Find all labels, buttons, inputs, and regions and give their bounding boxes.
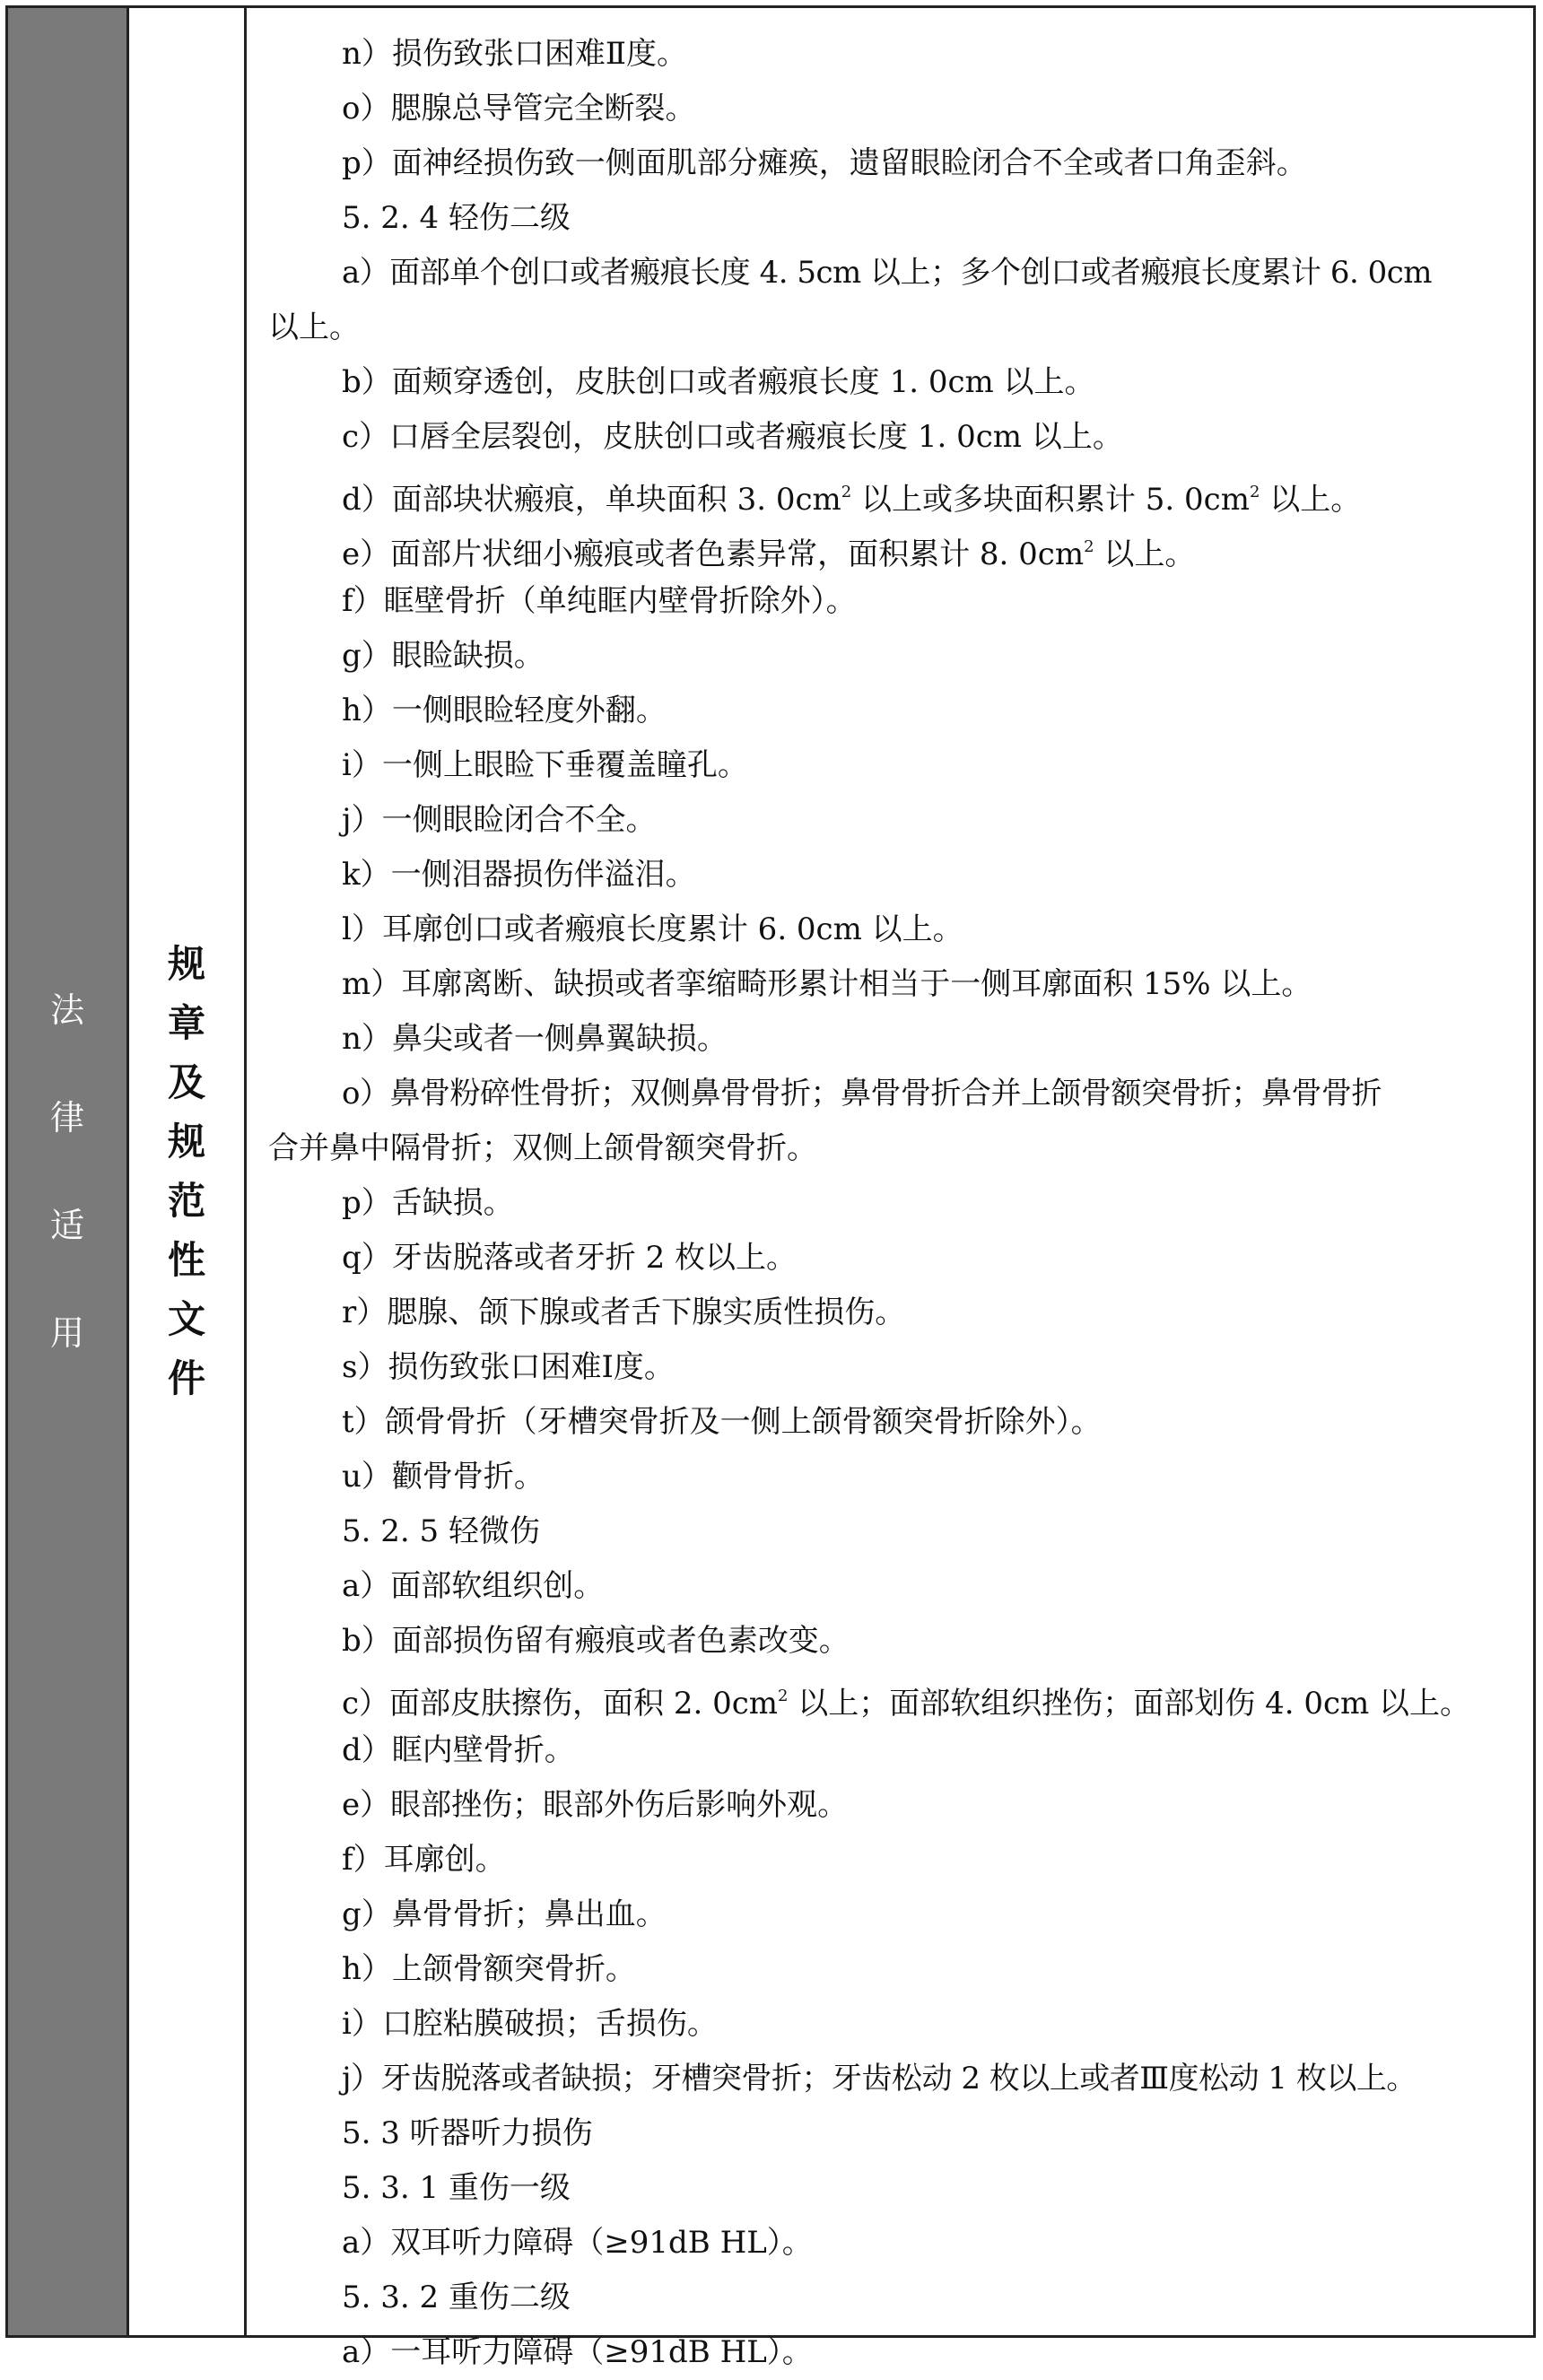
subcategory-char: 规 <box>167 1120 205 1164</box>
subcategory-char: 及 <box>167 1060 205 1104</box>
text-segment: c）面部皮肤擦伤，面积 2. 0cm <box>342 1686 779 1722</box>
text-line: g）眼睑缺损。 <box>342 638 545 674</box>
subcategory-column <box>129 8 247 2335</box>
text-line: t）颌骨骨折（牙槽突骨折及一侧上颌骨额突骨折除外）。 <box>342 1404 1102 1440</box>
text-line: h）一侧眼睑轻度外翻。 <box>342 693 667 728</box>
subcategory-char: 文 <box>167 1297 205 1341</box>
category-char: 用 <box>49 1313 84 1353</box>
category-column <box>8 8 129 2335</box>
text-line: c）口唇全层裂创，皮肤创口或者瘢痕长度 1. 0cm 以上。 <box>342 419 1123 455</box>
text-line: 合并鼻中隔骨折；双侧上颌骨额突骨折。 <box>268 1130 817 1166</box>
text-line: b）面部损伤留有瘢痕或者色素改变。 <box>342 1623 850 1659</box>
subcategory-char: 规 <box>167 942 205 986</box>
content-column <box>247 8 1533 2370</box>
text-line: q）牙齿脱落或者牙折 2 枚以上。 <box>342 1240 798 1276</box>
superscript: 2 <box>841 483 852 501</box>
text-line: a）面部单个创口或者瘢痕长度 4. 5cm 以上；多个创口或者瘢痕长度累计 6. 0cm <box>342 255 1433 291</box>
superscript: 2 <box>778 1687 789 1705</box>
text-line: g）鼻骨骨折；鼻出血。 <box>342 1896 667 1932</box>
text-line: m）耳廓离断、缺损或者挛缩畸形累计相当于一侧耳廓面积 15% 以上。 <box>342 966 1312 1002</box>
category-char: 适 <box>49 1206 84 1245</box>
text-line: l）耳廓创口或者瘢痕长度累计 6. 0cm 以上。 <box>342 911 963 947</box>
text-line: b）面颊穿透创，皮肤创口或者瘢痕长度 1. 0cm 以上。 <box>342 364 1095 400</box>
text-line: r）腮腺、颌下腺或者舌下腺实质性损伤。 <box>342 1295 906 1330</box>
text-segment: 以上；面部软组织挫伤；面部划伤 4. 0cm 以上。 <box>788 1686 1471 1722</box>
document-table <box>5 5 1536 2370</box>
text-line: h）上颌骨额突骨折。 <box>342 1951 636 1987</box>
section-heading: 5. 3. 1 重伤一级 <box>342 2170 571 2206</box>
text-line <box>268 1669 1513 1723</box>
text-line: n）鼻尖或者一侧鼻翼缺损。 <box>342 1021 728 1057</box>
section-heading: 5. 2. 5 轻微伤 <box>342 1513 540 1549</box>
superscript: 2 <box>1249 483 1260 501</box>
subcategory-char: 范 <box>167 1179 205 1223</box>
text-segment: 以上或多块面积累计 5. 0cm <box>851 482 1250 518</box>
section-heading: 5. 2. 4 轻伤二级 <box>342 200 571 236</box>
text-line: u）颧骨骨折。 <box>342 1459 545 1495</box>
text-segment: d）面部块状瘢痕，单块面积 3. 0cm <box>342 482 841 518</box>
text-line: i）口腔粘膜破损；舌损伤。 <box>342 2006 718 2042</box>
text-line: n）损伤致张口困难Ⅱ度。 <box>342 36 688 72</box>
text-line: i）一侧上眼睑下垂覆盖瞳孔。 <box>342 747 748 783</box>
text-line: j）一侧眼睑闭合不全。 <box>342 802 657 838</box>
text-line: o）腮腺总导管完全断裂。 <box>342 91 696 126</box>
superscript: 2 <box>1084 537 1094 556</box>
text-segment: 以上。 <box>1260 482 1362 518</box>
text-line: d）眶内壁骨折。 <box>342 1732 575 1768</box>
text-line: a）一耳听力障碍（≥91dB HL）。 <box>342 2334 813 2370</box>
category-char: 律 <box>49 1098 84 1138</box>
category-char: 法 <box>49 990 84 1030</box>
text-line: a）双耳听力障碍（≥91dB HL）。 <box>342 2225 813 2261</box>
text-line: p）舌缺损。 <box>342 1185 514 1221</box>
section-heading: 5. 3. 2 重伤二级 <box>342 2280 571 2315</box>
text-line: p）面神经损伤致一侧面肌部分瘫痪，遗留眼睑闭合不全或者口角歪斜。 <box>342 145 1307 181</box>
text-line: o）鼻骨粉碎性骨折；双侧鼻骨骨折；鼻骨骨折合并上颌骨额突骨折；鼻骨骨折 <box>342 1076 1382 1112</box>
text-line: s）损伤致张口困难Ⅰ度。 <box>342 1349 675 1385</box>
text-line: k）一侧泪器损伤伴溢泪。 <box>342 857 696 893</box>
text-line: 以上。 <box>268 309 360 345</box>
text-line: f）眶壁骨折（单纯眶内壁骨折除外）。 <box>342 583 857 619</box>
subcategory-char: 性 <box>167 1238 205 1282</box>
text-line <box>268 519 1513 574</box>
text-line: e）眼部挫伤；眼部外伤后影响外观。 <box>342 1787 849 1823</box>
text-segment: 以上。 <box>1094 536 1196 572</box>
text-line <box>268 465 1513 519</box>
text-line: a）面部软组织创。 <box>342 1568 605 1604</box>
text-line: j）牙齿脱落或者缺损；牙槽突骨折；牙齿松动 2 枚以上或者Ⅲ度松动 1 枚以上。 <box>342 2061 1417 2097</box>
subcategory-char: 章 <box>167 1001 205 1045</box>
section-heading: 5. 3 听器听力损伤 <box>342 2115 593 2151</box>
subcategory-char: 件 <box>167 1356 205 1400</box>
text-line: f）耳廓创。 <box>342 1842 506 1878</box>
text-segment: e）面部片状细小瘢痕或者色素异常，面积累计 8. 0cm <box>342 536 1085 572</box>
